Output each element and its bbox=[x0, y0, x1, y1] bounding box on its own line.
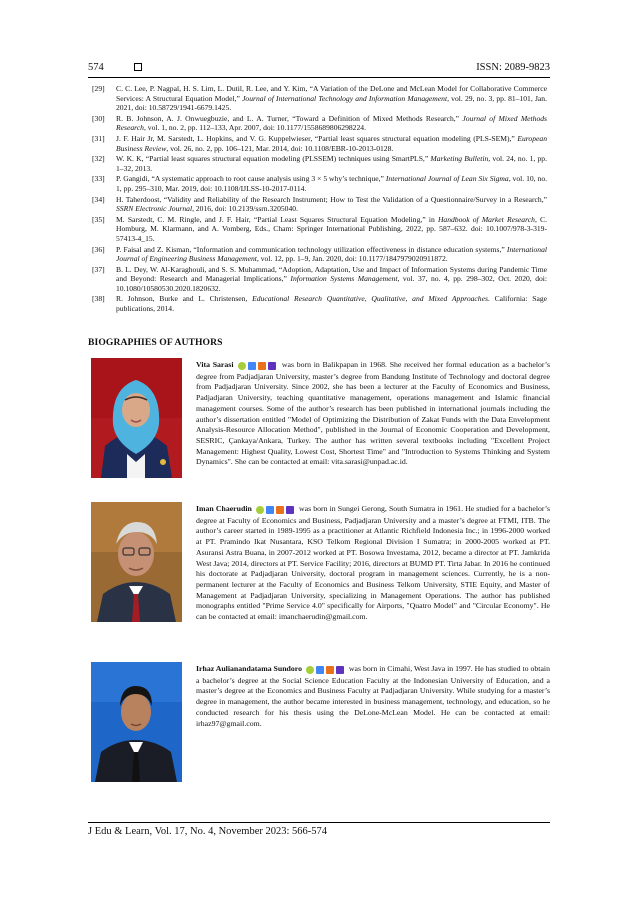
orcid-icon[interactable] bbox=[238, 362, 246, 370]
reference-text bbox=[116, 114, 547, 133]
scopus-icon[interactable] bbox=[326, 666, 334, 674]
reference-item bbox=[92, 245, 547, 264]
reference-authors: R. B. Johnson, A. J. Onwuegbuzie, and L. A. Turner, “Toward a Definition of Mixed Methods Research,” bbox=[116, 113, 463, 123]
reference-details: , vol. 37, no. 4, pp. 298–302, Oct. 2020, doi: 10.1080/10580530.2020.1820632. bbox=[116, 274, 548, 293]
reference-venue: SSRN Electronic Journal bbox=[116, 204, 193, 214]
reference-item bbox=[92, 215, 547, 244]
reference-details: , vol. 26, no. 2, pp. 106–121, Mar. 2014, doi: 10.1108/EBR-10-2013-0128. bbox=[166, 143, 394, 153]
reference-details: , vol. 12, pp. 1–9, Jan. 2020, doi: 10.1177/1847979020911872. bbox=[256, 254, 448, 264]
reference-details: , 2016, doi: 10.2139/ssrn.3205040. bbox=[192, 204, 298, 214]
reference-number: [32] bbox=[92, 154, 105, 164]
author-name: Vita Sarasi bbox=[196, 360, 234, 369]
reference-venue: Journal of Mixed Methods Research bbox=[116, 113, 547, 133]
reference-authors: P. Gangidi, “A systematic approach to root cause analysis using 3 × 5 why’s technique,” bbox=[116, 174, 386, 184]
biographies-heading: BIOGRAPHIES OF AUTHORS bbox=[88, 337, 223, 348]
reference-authors: J. F. Hair Jr, M. Sarstedt, L. Hopkins, and V. G. Kuppelwieser, “Partial least squares structural equation modeling (PLS-SEM),” bbox=[116, 133, 518, 143]
issn: ISSN: 2089-9823 bbox=[476, 61, 550, 73]
author-bio bbox=[196, 664, 550, 729]
reference-number: [29] bbox=[92, 84, 105, 93]
author-profile-icons bbox=[238, 361, 278, 372]
reference-text bbox=[116, 265, 547, 294]
reference-venue: Handbook of Market Research bbox=[437, 214, 535, 224]
author-profile-icons bbox=[306, 665, 346, 676]
reference-authors: P. Faisal and Z. Kisman, “Information and communication technology utilization effectiveness in distance education systems,” bbox=[116, 244, 507, 254]
reference-number: [35] bbox=[92, 214, 105, 224]
reference-venue: Information Systems Management bbox=[290, 274, 398, 284]
reference-details: , C. Homburg, M. Klarmann, and A. Vomberg, Eds., Cham: Springer International Publishing, 2022, pp. 587–632. doi: 10.1007/978-3-319-57413-4_15. bbox=[116, 214, 548, 243]
page-header bbox=[88, 59, 550, 75]
reference-text bbox=[116, 134, 547, 153]
author-photo bbox=[91, 502, 182, 622]
reference-number: [31] bbox=[92, 133, 105, 143]
footer-citation: J Edu & Learn, Vol. 17, No. 4, November 2023: 566-574 bbox=[88, 826, 328, 837]
author-bio-text: was born in Sungei Gerong, South Sumatra in 1961. He studied for a bachelor’s degree at Faculty of Economics and Business, Padjadjaran University and a master’s degree at FTMI, ITB. The author’s career started in 1989-1995 as a practitioner at Atlantic Richfield Indonesia Inc.; in 1996-2000 worked at PT. Pramindo Ikat Nusantara, KSO Telkom Regional Division I Sumatra; in 2000-2005 worked at PT. Asuransi Astra Buana, in 2007-2012 worked at PT. Bosowa Investama, 2012, became a director at PT. Jamkrida West Java; 2014, directors at PT. Service Facility; 2016, directors at BUMD PT. Tirta Jabar. In 2016 he continued his doctorate at Padjadjaran University, doctoral program in management sciences. Currently, he is a non-permanent lecturer at the Faculty of Economics and Business Telkom University, STIE Equity, and Master of Management at Padjadjaran University, specializing in Management Operations. The author has published monographs entitled "Prime Service 4.0" specifically for Airports, "Quatro Model" and "Circular Economy". He can be contacted at email: imanchaerudin@gmail.com. bbox=[196, 504, 550, 622]
reference-details: , vol. 10, no. 1, pp. 295–310, Mar. 2019, doi: 10.1108/IJLSS-10-2017-0114. bbox=[116, 174, 548, 193]
reference-number: [36] bbox=[92, 244, 105, 254]
reference-authors: M. Sarstedt, C. M. Ringle, and J. F. Hair, “Partial Least Squares Structural Equation Modeling,” in bbox=[116, 214, 438, 224]
reference-authors: H. Taherdoost, “Validity and Reliability of the Research Instrument; How to Test the Validation of a Questionnaire/Survey in a Research,” bbox=[116, 194, 547, 204]
reference-number: [38] bbox=[92, 294, 105, 304]
reference-item bbox=[92, 134, 547, 153]
reference-details: , vol. 1, no. 2, pp. 112–133, Apr. 2007, doi: 10.1177/1558689806298224. bbox=[143, 123, 366, 133]
google-scholar-icon[interactable] bbox=[248, 362, 256, 370]
reference-text bbox=[116, 195, 547, 214]
author-photo bbox=[91, 662, 182, 782]
reference-venue: Journal of International Technology and Information Management bbox=[242, 93, 448, 103]
author-name: Irhaz Aulianandatama Sundoro bbox=[196, 664, 303, 673]
author-name: Iman Chaerudin bbox=[196, 504, 252, 513]
reference-item bbox=[92, 294, 547, 313]
author-bio bbox=[196, 360, 550, 468]
scopus-icon[interactable] bbox=[276, 506, 284, 514]
header-box-icon bbox=[134, 63, 142, 71]
reference-item bbox=[92, 195, 547, 214]
reference-text bbox=[116, 84, 547, 113]
reference-venue: International Journal of Lean Six Sigma bbox=[385, 174, 509, 184]
footer-rule bbox=[88, 822, 550, 823]
author-bio-text: was born in Balikpapan in 1968. She received her formal education as a bachelor’s degree from Padjadjaran University, master’s degree from Bandung Institute of Technology and doctoral degree from Padjadjaran University. Since 2002, she has been a lecturer at the Faculty of Economics and Business, Padjadjaran University, teaching quantitative management, operations management and Islamic financial management courses. Some of the author’s research has been published in international journals including the author’s dissertation entitled "Model of Optimizing the Distribution of Zakat Funds with the Data Envelopment Analysis-Resource Allocation Method", published in the Journal of Economic Cooperation and Development, SESRIC, Çankaya/Ankara, Turkey. The author has written several textbooks including "Excellent Project Management: Highest Quality, Lowest Cost, Shortest Time" and "Introduction to Systems Thinking and System Dynamics". She can be contacted at email: vita.sarasi@unpad.ac.id. bbox=[196, 360, 550, 467]
web-of-science-icon[interactable] bbox=[286, 506, 294, 514]
reference-venue: European Business Review bbox=[116, 133, 547, 153]
web-of-science-icon[interactable] bbox=[336, 666, 344, 674]
reference-text bbox=[116, 215, 547, 244]
reference-text bbox=[116, 174, 547, 193]
google-scholar-icon[interactable] bbox=[316, 666, 324, 674]
reference-venue: International Journal of Engineering Business Management bbox=[116, 244, 547, 264]
reference-details: . California: Sage publications, 2014. bbox=[116, 294, 547, 314]
reference-details: , vol. 29, no. 3, pp. 81–101, Jan. 2021, doi: 10.58729/1941-6679.1425. bbox=[116, 93, 547, 113]
web-of-science-icon[interactable] bbox=[268, 362, 276, 370]
reference-item bbox=[92, 114, 547, 133]
reference-authors: W. K. K, “Partial least squares structural equation modeling (PLSSEM) techniques using SmartPLS,” bbox=[116, 154, 431, 164]
author-bio-text: was born in Cimahi, West Java in 1997. He has studied to obtain a bachelor’s degree at the Social Science Education Faculty at the Indonesian University of Education, and a master’s degree at the Economics and Business Faculty at Padjadjaran University. While studying for a master’s degree in management, the author became interested in business management, technology, and education, so he conducted research for his thesis using the DeLone-McLean Model. He can be contacted at email: irhaz97@gmail.com. bbox=[196, 664, 550, 728]
reference-authors: B. L. Dey, W. Al-Karaghouli, and S. S. Muhammad, “Adoption, Adaptation, Use and Impact of Information Systems during Pandemic Time and Beyond: Research and Managerial Implications,” bbox=[116, 264, 547, 284]
reference-number: [34] bbox=[92, 194, 105, 204]
header-rule bbox=[88, 77, 550, 78]
reference-authors: R. Johnson, Burke and L. Christensen, bbox=[116, 294, 253, 304]
reference-venue: Educational Research Quantitative, Qualitative, and Mixed Approaches bbox=[252, 294, 488, 304]
author-profile-icons bbox=[256, 505, 296, 516]
reference-list bbox=[92, 84, 547, 315]
reference-item bbox=[92, 174, 547, 193]
reference-number: [30] bbox=[92, 113, 105, 123]
reference-item bbox=[92, 265, 547, 294]
scopus-icon[interactable] bbox=[258, 362, 266, 370]
reference-text bbox=[116, 245, 547, 264]
reference-number: [33] bbox=[92, 174, 105, 184]
reference-authors: C. C. Lee, P. Nagpal, H. S. Lim, L. Dutil, R. Lee, and Y. Kim, “A Variation of the DeLone and McLean Model for Collaborative Commerce Services: A Structural Equation Model,” bbox=[116, 84, 547, 103]
reference-text bbox=[116, 154, 547, 173]
orcid-icon[interactable] bbox=[306, 666, 314, 674]
reference-number: [37] bbox=[92, 264, 105, 274]
reference-venue: Marketing Bulletin bbox=[430, 154, 489, 164]
author-photo bbox=[91, 358, 182, 478]
reference-item bbox=[92, 154, 547, 173]
orcid-icon[interactable] bbox=[256, 506, 264, 514]
reference-details: , vol. 24, no. 1, pp. 1–32, 2013. bbox=[116, 154, 548, 173]
author-bio bbox=[196, 504, 550, 623]
reference-text bbox=[116, 294, 547, 313]
reference-item bbox=[92, 84, 547, 113]
page-number: 574 bbox=[88, 61, 104, 73]
google-scholar-icon[interactable] bbox=[266, 506, 274, 514]
